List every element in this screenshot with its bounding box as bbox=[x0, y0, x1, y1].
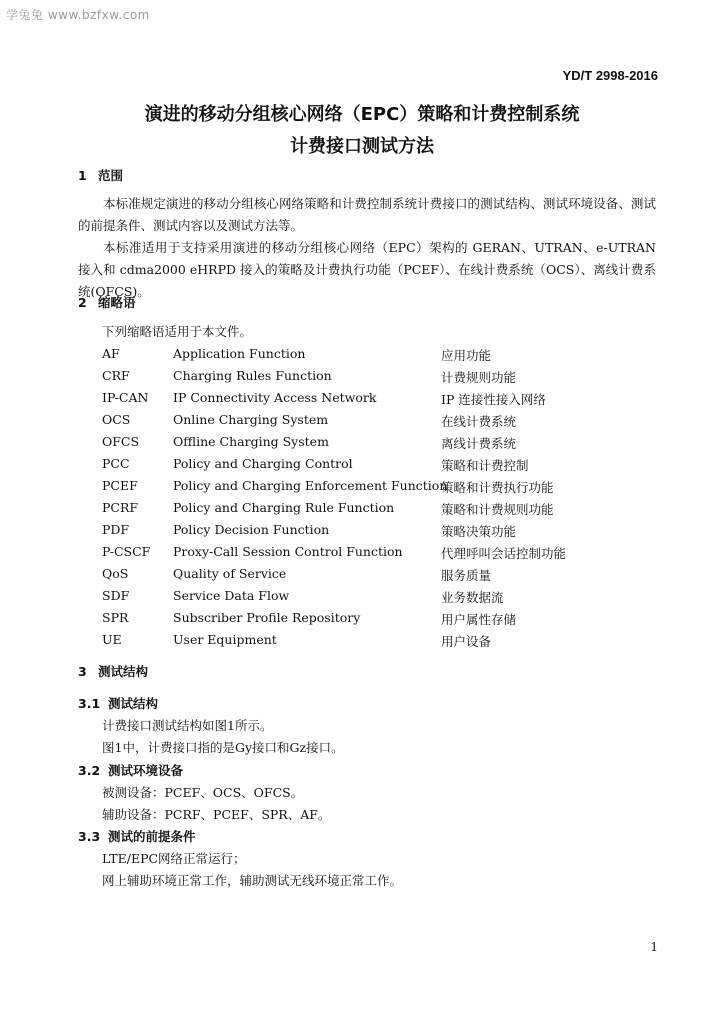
abbr-english: IP Connectivity Access Network bbox=[173, 390, 377, 405]
abbr-term: QoS bbox=[102, 566, 129, 581]
abbr-term: PCRF bbox=[102, 500, 139, 515]
section-title: 范围 bbox=[98, 168, 124, 183]
abbr-term: AF bbox=[102, 346, 120, 361]
abbreviation-row bbox=[0, 588, 724, 610]
subsection-3-2-line-2: 辅助设备：PCRF、PCEF、SPR、AF。 bbox=[102, 807, 331, 822]
abbr-chinese: 服务质量 bbox=[441, 568, 492, 583]
abbreviation-row bbox=[0, 544, 724, 566]
subsection-title: 测试的前提条件 bbox=[108, 829, 196, 844]
abbreviation-row bbox=[0, 500, 724, 522]
subsection-3-3-heading bbox=[78, 827, 196, 845]
subsection-3-1-heading bbox=[78, 694, 158, 712]
section-number: 2 bbox=[78, 295, 87, 310]
abbr-chinese: 代理呼叫会话控制功能 bbox=[441, 546, 567, 561]
abbr-english: Charging Rules Function bbox=[173, 368, 332, 383]
section-3-heading bbox=[78, 662, 148, 680]
abbreviation-row bbox=[0, 478, 724, 500]
subsection-title: 测试结构 bbox=[108, 696, 159, 711]
abbr-chinese: 在线计费系统 bbox=[441, 414, 517, 429]
subsection-title: 测试环境设备 bbox=[108, 763, 184, 778]
subsection-3-1-line-1: 计费接口测试结构如图1所示。 bbox=[102, 718, 273, 733]
abbr-term: CRF bbox=[102, 368, 130, 383]
abbreviation-row bbox=[0, 522, 724, 544]
abbr-chinese: 用户属性存储 bbox=[441, 612, 517, 627]
subsection-3-2-line-1: 被测设备：PCEF、OCS、OFCS。 bbox=[102, 785, 304, 800]
section-2-heading bbox=[78, 293, 136, 311]
abbr-english: User Equipment bbox=[173, 632, 277, 647]
abbreviation-row bbox=[0, 566, 724, 588]
abbr-chinese: 策略和计费规则功能 bbox=[441, 502, 554, 517]
abbreviation-row bbox=[0, 368, 724, 390]
section-title: 测试结构 bbox=[98, 664, 149, 679]
abbr-term: UE bbox=[102, 632, 122, 647]
abbr-term: PCC bbox=[102, 456, 130, 471]
abbreviation-row bbox=[0, 346, 724, 368]
abbr-term: OFCS bbox=[102, 434, 140, 449]
section-1-heading bbox=[78, 166, 123, 184]
abbr-term: PCEF bbox=[102, 478, 138, 493]
document-title-line2: 计费接口测试方法 bbox=[290, 136, 434, 157]
abbr-chinese: 策略决策功能 bbox=[441, 524, 517, 539]
abbr-term: SPR bbox=[102, 610, 129, 625]
abbr-chinese: 策略和计费控制 bbox=[441, 458, 529, 473]
abbr-english: Proxy-Call Session Control Function bbox=[173, 544, 403, 559]
abbr-term: SDF bbox=[102, 588, 130, 603]
subsection-3-1-line-2: 图1中，计费接口指的是Gy接口和Gz接口。 bbox=[102, 740, 344, 755]
subsection-number: 3.3 bbox=[78, 829, 101, 844]
abbr-chinese: IP 连接性接入网络 bbox=[441, 392, 546, 407]
abbr-chinese: 策略和计费执行功能 bbox=[441, 480, 554, 495]
abbr-english: Subscriber Profile Repository bbox=[173, 610, 361, 625]
abbr-english: Service Data Flow bbox=[173, 588, 290, 603]
abbr-english: Policy and Charging Control bbox=[173, 456, 353, 471]
subsection-3-3-line-1: LTE/EPC网络正常运行； bbox=[102, 851, 246, 866]
standard-number: YD/T 2998-2016 bbox=[562, 68, 658, 83]
abbr-term: IP-CAN bbox=[102, 390, 149, 405]
abbr-term: P-CSCF bbox=[102, 544, 151, 559]
abbr-english: Policy Decision Function bbox=[173, 522, 330, 537]
abbreviation-row bbox=[0, 610, 724, 632]
abbreviations-intro: 下列缩略语适用于本文件。 bbox=[102, 324, 253, 339]
section-1-paragraph-1: 本标准规定演进的移动分组核心网络策略和计费控制系统计费接口的测试结构、测试环境设备、测试的前提条件、测试内容以及测试方法等。 bbox=[78, 196, 656, 233]
abbr-chinese: 用户设备 bbox=[441, 634, 492, 649]
section-number: 3 bbox=[78, 664, 87, 679]
section-1-paragraph-2: 本标准适用于支持采用演进的移动分组核心网络（EPC）架构的 GERAN、UTRAN、e-UTRAN 接入和 cdma2000 eHRPD 接入的策略及计费执行功能（PCEF）、在线计费系统（OCS）、离线计费系统(OFCS)。 bbox=[78, 240, 656, 299]
abbr-chinese: 离线计费系统 bbox=[441, 436, 517, 451]
page-number: 1 bbox=[650, 940, 658, 954]
abbreviation-row bbox=[0, 632, 724, 654]
abbr-chinese: 业务数据流 bbox=[441, 590, 504, 605]
abbr-term: OCS bbox=[102, 412, 131, 427]
section-number: 1 bbox=[78, 168, 87, 183]
subsection-number: 3.1 bbox=[78, 696, 101, 711]
abbr-chinese: 应用功能 bbox=[441, 348, 492, 363]
abbr-term: PDF bbox=[102, 522, 130, 537]
abbreviation-row bbox=[0, 390, 724, 412]
abbr-english: Offline Charging System bbox=[173, 434, 329, 449]
subsection-number: 3.2 bbox=[78, 763, 101, 778]
abbr-english: Online Charging System bbox=[173, 412, 329, 427]
subsection-3-3-line-2: 网上辅助环境正常工作，辅助测试无线环境正常工作。 bbox=[102, 873, 403, 888]
subsection-3-2-heading bbox=[78, 761, 183, 779]
abbreviation-row bbox=[0, 456, 724, 478]
section-title: 缩略语 bbox=[98, 295, 136, 310]
abbr-english: Policy and Charging Rule Function bbox=[173, 500, 395, 515]
abbr-chinese: 计费规则功能 bbox=[441, 370, 517, 385]
abbr-english: Application Function bbox=[173, 346, 306, 361]
document-title-line1: 演进的移动分组核心网络（EPC）策略和计费控制系统 bbox=[144, 104, 580, 125]
abbreviation-row bbox=[0, 434, 724, 456]
abbr-english: Policy and Charging Enforcement Function bbox=[173, 478, 448, 493]
abbr-english: Quality of Service bbox=[173, 566, 287, 581]
watermark: 学兔兔 www.bzfxw.com bbox=[6, 8, 150, 22]
abbreviation-row bbox=[0, 412, 724, 434]
